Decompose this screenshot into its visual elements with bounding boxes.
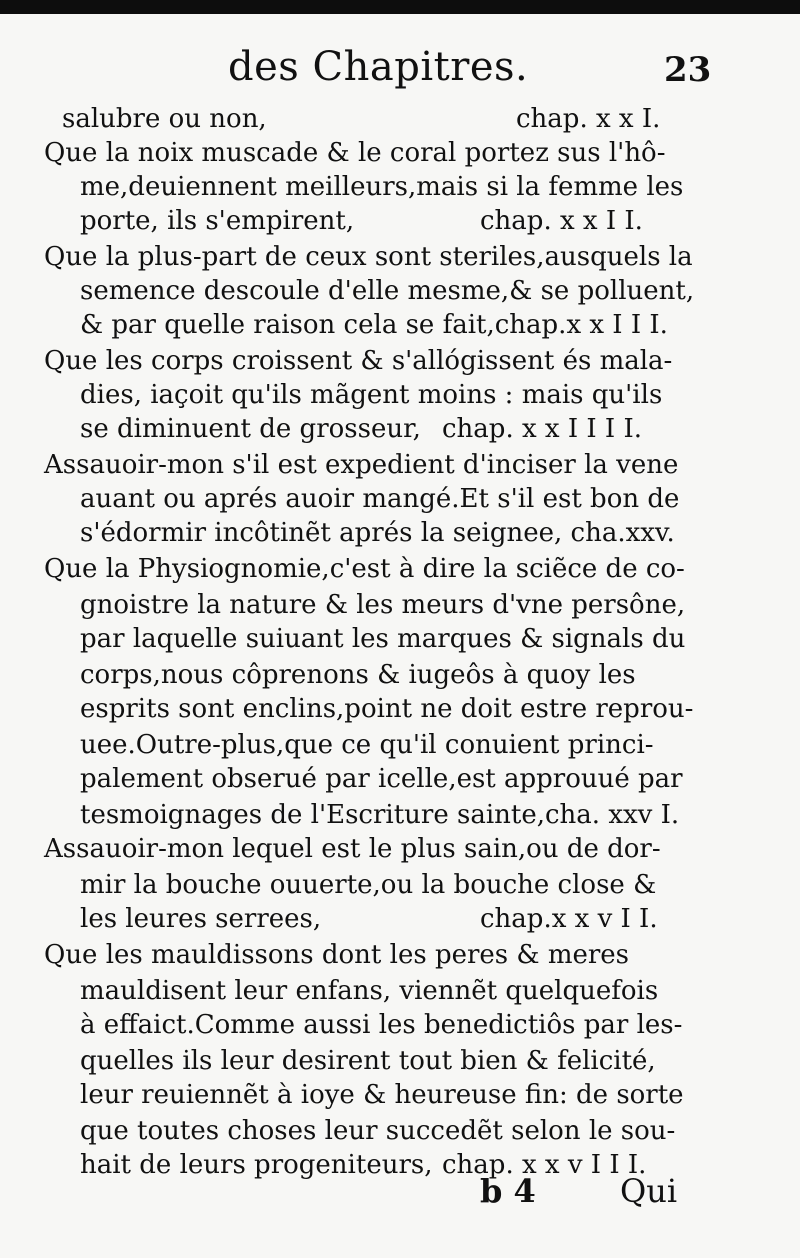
text-line: quelles ils leur desirent tout bien & felicité,: [80, 1046, 656, 1076]
text-line: hait de leurs progeniteurs,: [80, 1150, 433, 1180]
text-line: esprits sont enclins,point ne doit estre reprou-: [80, 694, 694, 724]
text-line: semence descoule d'elle mesme,& se polluent,: [80, 276, 695, 306]
text-line: salubre ou non,: [62, 104, 267, 134]
text-line: palement obserué par icelle,est approuué par: [80, 764, 683, 794]
text-line: mauldisent leur enfans, viennẽt quelquefois: [80, 976, 659, 1006]
text-line: me,deuiennent meilleurs,mais si la femme les: [80, 172, 684, 202]
page-title: des Chapitres.: [228, 44, 529, 90]
text-line: les leures serrees,: [80, 904, 322, 934]
text-line: Que les mauldissons dont les peres & meres: [44, 940, 630, 970]
chapter-reference: chap. x x I I I I.: [442, 414, 642, 444]
page-top-shadow: [0, 0, 800, 14]
text-line: porte, ils s'empirent,: [80, 206, 355, 236]
text-line: Assauoir-mon s'il est expedient d'inciser la vene: [44, 450, 679, 480]
text-line: s'édormir incôtinẽt aprés la seignee, cha.xxv.: [80, 518, 675, 548]
text-line: à effaict.Comme aussi les benedictiôs par les-: [80, 1010, 683, 1040]
text-line: & par quelle raison cela se fait,chap.x x I I I.: [80, 310, 668, 340]
chapter-reference: chap. x x I.: [516, 104, 661, 134]
text-line: que toutes choses leur succedẽt selon le sou-: [80, 1116, 676, 1146]
signature-mark: b 4: [480, 1172, 536, 1210]
text-line: auant ou aprés auoir mangé.Et s'il est bon de: [80, 484, 680, 514]
chapter-reference: chap.x x v I I.: [480, 904, 658, 934]
text-line: uee.Outre-plus,que ce qu'il conuient princi-: [80, 730, 654, 760]
chapter-reference: chap. x x I I.: [480, 206, 643, 236]
text-line: leur reuiennẽt à ioye & heureuse fin: de sorte: [80, 1080, 684, 1110]
chapter-reference: chap. x x v I I I.: [442, 1150, 647, 1180]
text-line: dies, iaçoit qu'ils mãgent moins : mais qu'ils: [80, 380, 663, 410]
page-number: 23: [664, 50, 712, 90]
text-line: Que les corps croissent & s'allógissent és mala-: [44, 346, 673, 376]
text-line: mir la bouche ouuerte,ou la bouche close &: [80, 870, 657, 900]
text-line: Que la Physiognomie,c'est à dire la sciẽce de co-: [44, 554, 685, 584]
text-line: Assauoir-mon lequel est le plus sain,ou de dor-: [44, 834, 661, 864]
catchword: Qui: [620, 1172, 678, 1210]
text-line: se diminuent de grosseur,: [80, 414, 421, 444]
text-line: tesmoignages de l'Escriture sainte,cha. xxv I.: [80, 800, 680, 830]
text-line: Que la plus-part de ceux sont steriles,ausquels la: [44, 242, 693, 272]
text-line: gnoistre la nature & les meurs d'vne persône,: [80, 590, 686, 620]
text-line: par laquelle suiuant les marques & signals du: [80, 624, 686, 654]
text-line: Que la noix muscade & le coral portez sus l'hô-: [44, 138, 666, 168]
page-footer: [0, 1172, 800, 1222]
text-line: corps,nous côprenons & iugeôs à quoy les: [80, 660, 636, 690]
running-head: [0, 40, 800, 100]
